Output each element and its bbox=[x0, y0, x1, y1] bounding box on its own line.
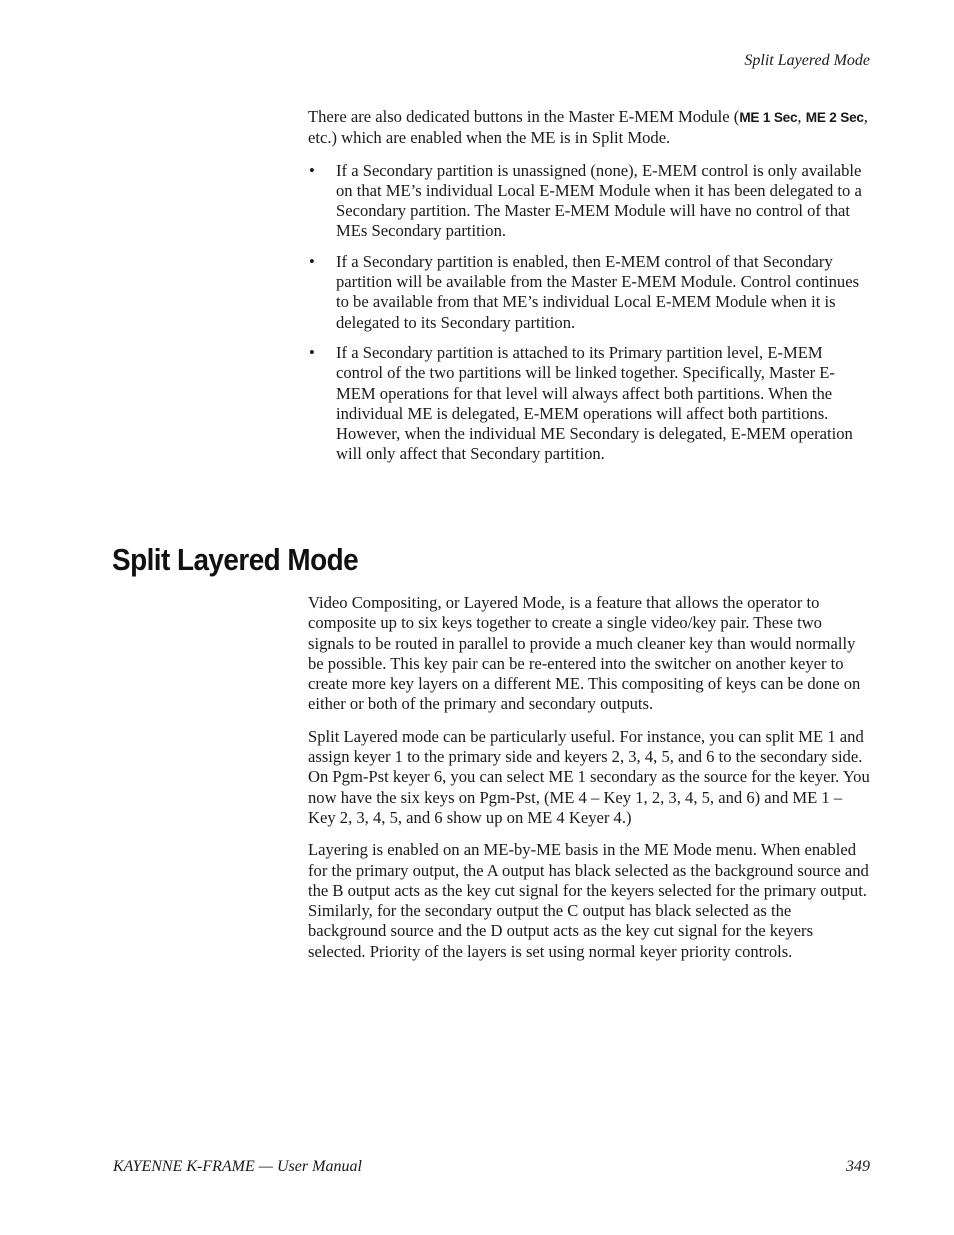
intro-paragraph bbox=[308, 107, 872, 149]
section-body bbox=[308, 593, 872, 974]
intro-separator: , bbox=[797, 107, 806, 126]
paragraph-layering-enabled: Layering is enabled on an ME-by-ME basis in the ME Mode menu. When enabled for the primary output, the A output has black selected as the background source and the B output acts as the key cut signal for the keyers selected for the primary output. Similarly, for the secondary output the C output has black selected as the background source and the D output acts as the key cut signal for the keyers selected. Priority of the layers is set using normal keyer priority controls. bbox=[308, 840, 869, 961]
intro-text-after: , etc.) which are enabled when the ME is in Split Mode. bbox=[308, 107, 868, 148]
bullet-mark: • bbox=[309, 160, 315, 180]
me2-sec-button-label: ME 2 Sec bbox=[805, 110, 864, 125]
footer-page-number: 349 bbox=[846, 1158, 870, 1175]
me1-sec-button-label: ME 1 Sec bbox=[739, 110, 798, 125]
bullet-mark: • bbox=[309, 342, 315, 362]
bullet-list bbox=[308, 161, 872, 465]
section-heading: Split Layered Mode bbox=[112, 542, 359, 577]
bullet-text: If a Secondary partition is enabled, then E-MEM control of that Secondary partition will be available from the Master E-MEM Module. Control continues to be available from that ME’s individual Local E-MEM Module when it is delegated to its Secondary partition. bbox=[336, 251, 860, 332]
footer-manual-title: KAYENNE K-FRAME — User Manual bbox=[113, 1158, 362, 1175]
bullet-item-unassigned bbox=[308, 161, 872, 242]
bullet-item-attached bbox=[308, 343, 872, 465]
intro-text-before: There are also dedicated buttons in the Master E-MEM Module ( bbox=[308, 107, 740, 126]
bullet-text: If a Secondary partition is unassigned (none), E-MEM control is only available on that ME’s individual Local E-MEM Module when it has been delegated to a Secondary partition. The Master E-MEM Module will have no control of that MEs Secondary partition. bbox=[336, 160, 862, 241]
bullet-text: If a Secondary partition is attached to its Primary partition level, E-MEM control of the two partitions will be linked together. Specifically, Master E-MEM operations for that level will always affect both partitions. When the individual ME is delegated, E-MEM operations will affect both partitions. However, when the individual ME Secondary is delegated, E-MEM operation will only affect that Secondary partition. bbox=[336, 342, 853, 464]
paragraph-video-compositing: Video Compositing, or Layered Mode, is a feature that allows the operator to composite up to six keys together to create a single video/key pair. These two signals to be routed in parallel to provide a much cleaner key than would normally be possible. This key pair can be re-entered into the switcher on another keyer to create more key layers on a different ME. This compositing of keys can be done on either or both of the primary and secondary outputs. bbox=[308, 593, 861, 714]
intro-block bbox=[308, 107, 872, 475]
running-header: Split Layered Mode bbox=[744, 52, 870, 69]
bullet-mark: • bbox=[309, 251, 315, 271]
paragraph-split-layered-usage: Split Layered mode can be particularly useful. For instance, you can split ME 1 and assign keyer 1 to the primary side and keyers 2, 3, 4, 5, and 6 to the secondary side. On Pgm-Pst keyer 6, you can select ME 1 secondary as the source for the keyer. You now have the six keys on Pgm-Pst, (ME 4 – Key 1, 2, 3, 4, 5, and 6) and ME 1 – Key 2, 3, 4, 5, and 6 show up on ME 4 Keyer 4.) bbox=[308, 726, 870, 827]
bullet-item-enabled bbox=[308, 252, 872, 333]
